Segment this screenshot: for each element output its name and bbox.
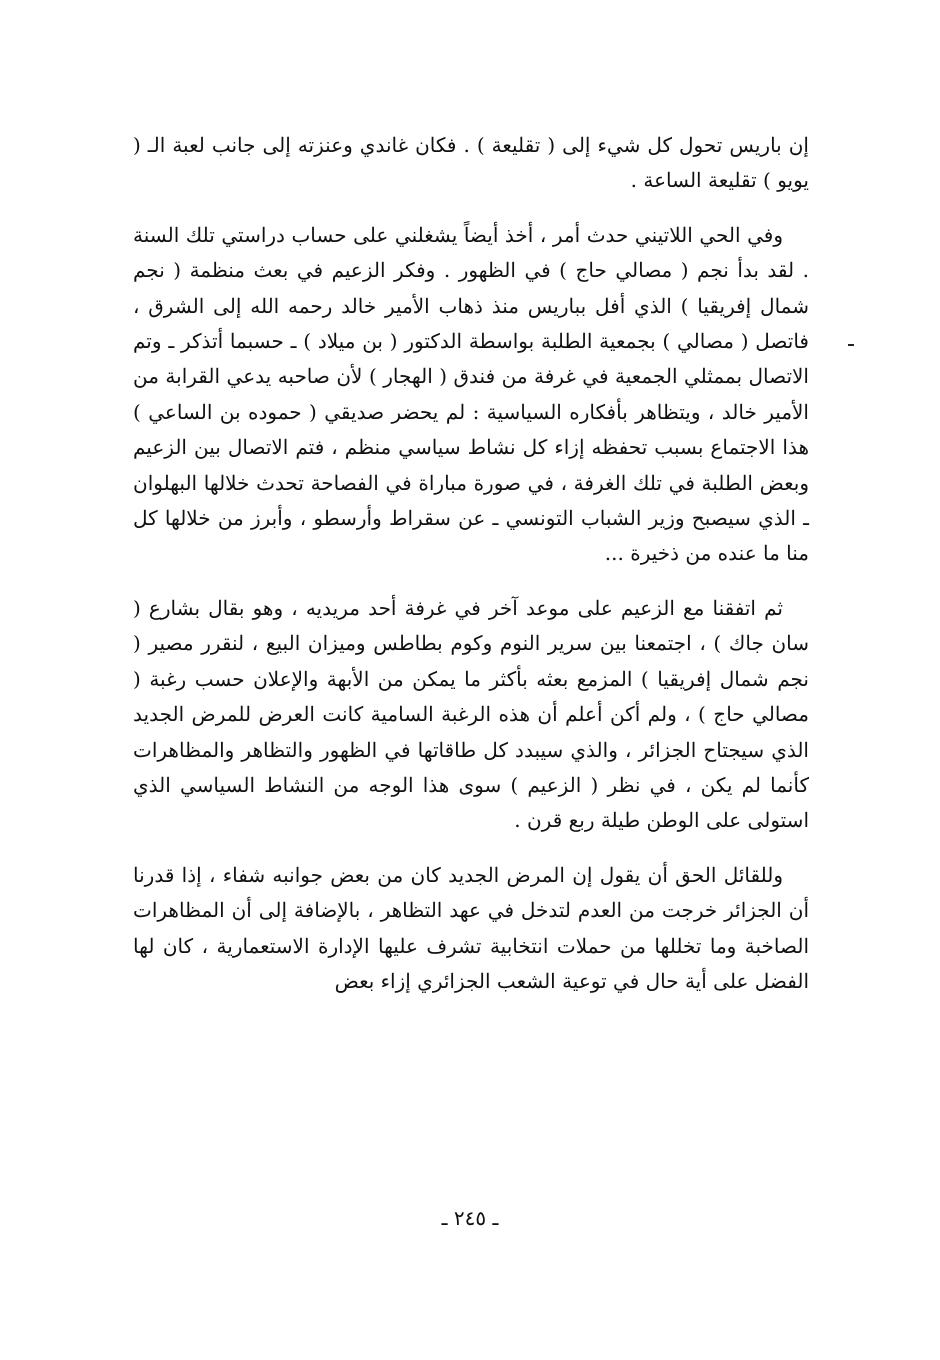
paragraph-2: وفي الحي اللاتيني حدث أمر ، أخذ أيضاً يشغلني على حساب دراستي تلك السنة . لقد بدأ نجم ( مصالي حاج ) في الظهور . وفكر الزعيم في بعث منظمة ( نجم شمال إفريقيا ) الذي أفل بباريس منذ ذهاب الأمير خالد رحمه الله إلى الشرق ، فاتصل ( مصالي ) بجمعية الطلبة بواسطة الدكتور ( بن ميلاد ) ـ حسبما أتذكر ـ وتم الاتصال بممثلي الجمعية في غرفة من فندق ( الهجار ) لأن صاحبه يدعي القرابة من الأمير خالد ، ويتظاهر بأفكاره السياسية : لم يحضر صديقي ( حموده بن الساعي ) هذا الاجتماع بسبب تحفظه إزاء كل نشاط سياسي منظم ، فتم الاتصال بين الزعيم وبعض الطلبة في تلك الغرفة ، في صورة مباراة في الفصاحة تحدث خلالها البهلوان ـ الذي سيصبح وزير الشباب التونسي ـ عن سقراط وأرسطو ، وأبرز من خلالها كل منا ما عنده من ذخيرة ... — [133, 222, 809, 566]
paragraph-3: ثم اتفقنا مع الزعيم على موعد آخر في غرفة أحد مريديه ، وهو بقال بشارع ( سان جاك ) ، اجتمعنا بين سرير النوم وكوم بطاطس وميزان البيع ، لنقرر مصير ( نجم شمال إفريقيا ) المزمع بعثه بأكثر ما يمكن من الأبهة والإعلان حسب رغبة ( مصالي حاج ) ، ولم أكن أعلم أن هذه الرغبة السامية كانت العرض للمرض الجديد الذي سيجتاح الجزائر ، والذي سيبدد كل طاقاتها في الظهور والتظاهر والمظاهرات كأنما لم يكن ، في نظر ( الزعيم ) سوى هذا الوجه من النشاط السياسي الذي استولى على الوطن طيلة ربع قرن . — [133, 595, 809, 833]
paragraph-4: وللقائل الحق أن يقول إن المرض الجديد كان من بعض جوانبه شفاء ، إذا قدرنا أن الجزائر خرجت من العدم لتدخل في عهد التظاهر ، بالإضافة إلى أن المظاهرات الصاخبة وما تخللها من حملات انتخابية تشرف عليها الإدارة الاستعمارية ، كان لها الفضل على أية حال في توعية الشعب الجزائري إزاء بعض — [133, 862, 809, 993]
page-number: ـ ٢٤٥ ـ — [441, 1206, 499, 1230]
page-body — [133, 128, 809, 1018]
margin-mark — [848, 344, 854, 346]
paragraph-1: إن باريس تحول كل شيء إلى ( تقليعة ) . فكان غاندي وعنزته إلى جانب لعبة الـ ( يويو ) تقليعة الساعة . — [133, 133, 809, 193]
